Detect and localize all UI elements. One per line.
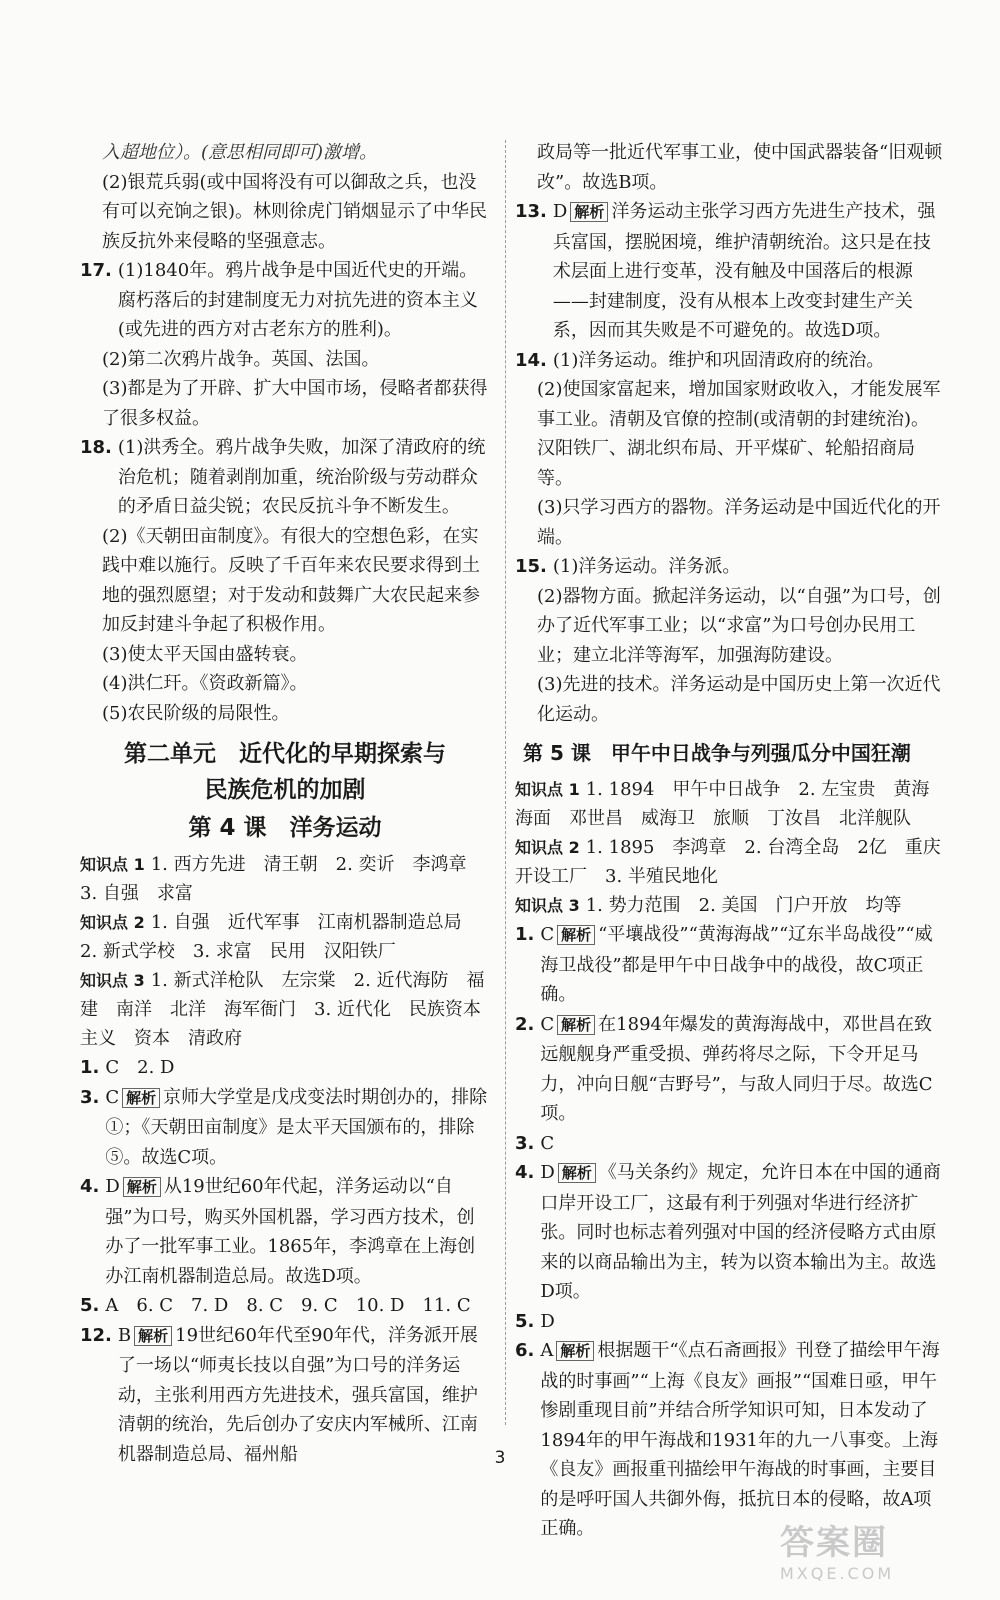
lesson-4-kp-2: 知识点 2 1. 自强 近代军事 江南机器制造总局 2. 新式学校 3. 求富 民用 汉阳铁厂 (80, 912, 480, 962)
l4-answer-1: 1. C 2. D (80, 1057, 175, 1078)
question-18: 18. (1)洪秀全。鸦片战争失败，加深了清政府的统治危机；随着剥削加重，统治阶级与劳动群众的矛盾日益尖锐；农民反抗斗争不断发生。 (80, 437, 486, 517)
analysis-tag: 解析 (134, 1326, 172, 1346)
l4-answer-5: 5. A 6. C 7. D 8. C 9. C 10. D 11. C (80, 1295, 471, 1316)
left-item-0: 入超地位）。(意思相同即可)激增。 (102, 142, 378, 163)
left-column (80, 138, 490, 1469)
page-number: 3 (494, 1448, 506, 1468)
analysis-tag: 解析 (557, 925, 595, 945)
right-column (515, 138, 945, 1544)
right-item-0: 政局等一批近代军事工业，使中国武器装备“旧观顿改”。故选B项。 (537, 142, 943, 193)
right-item-7: (3)先进的技术。洋务运动是中国历史上第一次近代化运动。 (537, 674, 941, 725)
watermark-logo: 答案圈 MXQE.COM (780, 1523, 895, 1583)
analysis-tag: 解析 (557, 1015, 595, 1035)
analysis-tag: 解析 (558, 1163, 596, 1183)
l4-answer-3: 3. C 解析 京师大学堂是戊戌变法时期创办的，排除①；《天朝田亩制度》是太平天国颁布的，排除⑤。故选C项。 (80, 1086, 488, 1168)
lesson-4-kp-1: 知识点 1 1. 西方先进 清王朝 2. 奕䜣 李鸿章 3. 自强 求富 (80, 854, 485, 904)
left-item-9: (5)农民阶级的局限性。 (102, 702, 290, 724)
left-item-4: (3)都是为了开辟、扩大中国市场，侵略者都获得了很多权益。 (102, 378, 488, 429)
lesson-5-title: 第 5 课 甲午中日战争与列强瓜分中国狂潮 (523, 741, 911, 765)
left-item-1: (2)银荒兵弱(或中国将没有可以御敌之兵，也没有可以充饷之银)。林则徐虎门销烟显示了中华民族反抗外来侵略的坚强意志。 (102, 171, 488, 252)
l4-answer-4: 4. D 解析 从19世纪60年代起，洋务运动以“自强”为口号，购买外国机器，学习西方技术，创办了一批军事工业。1865年，李鸿章在上海创办江南机器制造总局。故选D项。 (80, 1176, 476, 1287)
unit-title: 第二单元 近代化的早期探索与 民族危机的加剧 (124, 741, 446, 803)
column-divider (505, 140, 506, 1425)
lesson-5-kp-2: 知识点 2 1. 1895 李鸿章 2. 台湾全岛 2亿 重庆开设工厂 3. 半殖民地化 (515, 837, 941, 887)
l5-answer-6: 6. A 解析 根据题干“《点石斋画报》刊登了描绘甲午海战的时事画”“上海《良友》画报”“国难日亟，甲午惨剧重现目前”并结合所学知识可知，日本发动了1894年的甲午海战和1931年的九一八事变。上海《良友》画报重刊描绘甲午海战的时事画，主要目的是呼吁国人共御外侮，抵抗日本的侵略，故A项正确。 (515, 1340, 940, 1539)
right-item-3: (2)使国家富起来，增加国家财政收入，才能发展军事工业。清朝及官僚的控制(或清朝的封建统治)。汉阳铁厂、湖北织布局、开平煤矿、轮船招商局等。 (537, 379, 941, 489)
analysis-tag: 解析 (570, 202, 608, 222)
lesson-5-kp-3: 知识点 3 1. 势力范围 2. 美国 门户开放 均等 (515, 895, 902, 916)
left-item-8: (4)洪仁玕。《资政新篇》。 (102, 673, 308, 694)
lesson-5-kp-1: 知识点 1 1. 1894 甲午中日战争 2. 左宝贵 黄海海面 邓世昌 威海卫 旅顺 丁汝昌 北洋舰队 (515, 779, 930, 829)
left-item-7: (3)使太平天国由盛转衰。 (102, 643, 308, 665)
l5-answer-5: 5. D (515, 1310, 555, 1332)
lesson-4-title: 第 4 课 洋务运动 (188, 815, 382, 841)
lesson-4-kp-3: 知识点 3 1. 新式洋枪队 左宗棠 2. 近代海防 福建 南洋 北洋 海军衙门 3. 近代化 民族资本主义 资本 清政府 (80, 970, 485, 1049)
right-item-6: (2)器物方面。掀起洋务运动，以“自强”为口号，创办了近代军事工业；以“求富”为口号创办民用工业；建立北洋等海军，加强海防建设。 (537, 585, 941, 666)
l5-answer-1: 1. C 解析 “平壤战役”“黄海海战”“辽东半岛战役”“威海卫战役”都是甲午中日战争中的战役，故C项正确。 (515, 924, 933, 1005)
question-14: 14. (1)洋务运动。维护和巩固清政府的统治。 (515, 349, 885, 371)
l5-answer-3: 3. C (515, 1132, 555, 1154)
l5-answer-4: 4. D 解析 《马关条约》规定，允许日本在中国的通商口岸开设工厂，这最有利于列强对华进行经济扩张。同时也标志着列强对中国的经济侵略方式由原来的以商品输出为主，转为以资本输出为主。故选D项。 (515, 1162, 941, 1302)
l4-answer-12: 12. B 解析 19世纪60年代至90年代，洋务派开展了一场以“师夷长技以自强”为口号的洋务运动，主张利用西方先进技术，强兵富国，维护清朝的统治，先后创办了安庆内军械所、江南机器制造总局、福州船 (80, 1324, 478, 1465)
l5-answer-2: 2. C 解析 在1894年爆发的黄海海战中，邓世昌在致远舰舰身严重受损、弹药将尽之际，下令开足马力，冲向日舰“吉野号”，与敌人同归于尽。故选C项。 (515, 1013, 933, 1124)
analysis-tag: 解析 (123, 1177, 161, 1197)
left-item-6: (2)《天朝田亩制度》。有很大的空想色彩，在实践中难以施行。反映了千百年来农民要求得到土地的强烈愿望；对于发动和鼓舞广大农民起来参加反封建斗争起了积极作用。 (102, 525, 480, 635)
question-13: 13. D 解析 洋务运动主张学习西方先进生产技术，强兵富国，摆脱困境，维护清朝统治。这只是在技术层面上进行变革，没有触及中国落后的根源——封建制度，没有从根本上改变封建生产关系，因而其失败是不可避免的。故选D项。 (515, 201, 936, 341)
left-item-3: (2)第二次鸦片战争。英国、法国。 (102, 348, 380, 370)
question-15: 15. (1)洋务运动。洋务派。 (515, 556, 741, 577)
analysis-tag: 解析 (556, 1341, 594, 1361)
right-item-4: (3)只学习西方的器物。洋务运动是中国近代化的开端。 (537, 497, 941, 548)
analysis-tag: 解析 (122, 1088, 160, 1108)
question-17: 17. (1)1840年。鸦片战争是中国近代史的开端。腐朽落后的封建制度无力对抗先进的资本主义(或先进的西方对古老东方的胜利)。 (80, 260, 478, 340)
